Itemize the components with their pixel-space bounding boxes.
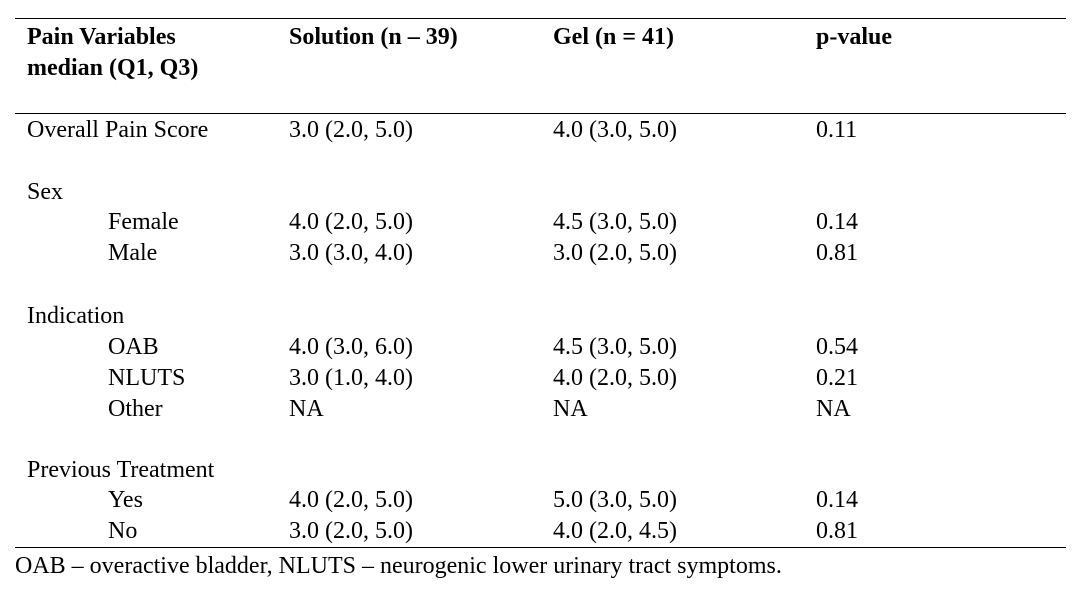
row-label-female: Female [108, 209, 179, 235]
group-label-indication: Indication [27, 303, 125, 329]
table-top-rule [15, 18, 1066, 19]
row-label-yes: Yes [108, 487, 143, 513]
cell-female-gel: 4.5 (3.0, 5.0) [553, 209, 677, 235]
cell-male-gel: 3.0 (2.0, 5.0) [553, 240, 677, 266]
cell-overall-solution: 3.0 (2.0, 5.0) [289, 117, 413, 143]
group-label-sex: Sex [27, 179, 63, 205]
cell-oab-p-value: 0.54 [816, 334, 858, 360]
cell-yes-p-value: 0.14 [816, 487, 858, 513]
cell-other-p-value: NA [816, 396, 851, 422]
cell-overall-p-value: 0.11 [816, 117, 858, 143]
cell-nluts-p-value: 0.21 [816, 365, 858, 391]
header-p-value: p-value [816, 24, 893, 50]
cell-no-solution: 3.0 (2.0, 5.0) [289, 518, 413, 544]
cell-oab-gel: 4.5 (3.0, 5.0) [553, 334, 677, 360]
cell-nluts-solution: 3.0 (1.0, 4.0) [289, 365, 413, 391]
group-label-previous-treatment: Previous Treatment [27, 457, 215, 483]
table-bottom-rule [15, 547, 1066, 548]
header-gel: Gel (n = 41) [553, 24, 674, 50]
table-footnote: OAB – overactive bladder, NLUTS – neurogenic lower urinary tract symptoms. [15, 553, 782, 579]
header-pain-variables: Pain Variables [27, 24, 176, 50]
cell-male-p-value: 0.81 [816, 240, 858, 266]
row-label-no: No [108, 518, 138, 544]
cell-nluts-gel: 4.0 (2.0, 5.0) [553, 365, 677, 391]
cell-yes-gel: 5.0 (3.0, 5.0) [553, 487, 677, 513]
row-label-oab: OAB [108, 334, 159, 360]
cell-no-gel: 4.0 (2.0, 4.5) [553, 518, 677, 544]
row-label-nluts: NLUTS [108, 365, 186, 391]
row-label-other: Other [108, 396, 163, 422]
cell-no-p-value: 0.81 [816, 518, 858, 544]
table-header-rule [15, 113, 1066, 114]
cell-yes-solution: 4.0 (2.0, 5.0) [289, 487, 413, 513]
header-median-q1-q3: median (Q1, Q3) [27, 55, 199, 81]
row-label-overall-pain-score: Overall Pain Score [27, 117, 209, 143]
cell-overall-gel: 4.0 (3.0, 5.0) [553, 117, 677, 143]
cell-other-gel: NA [553, 396, 588, 422]
cell-female-solution: 4.0 (2.0, 5.0) [289, 209, 413, 235]
cell-female-p-value: 0.14 [816, 209, 858, 235]
cell-other-solution: NA [289, 396, 324, 422]
row-label-male: Male [108, 240, 158, 266]
header-solution: Solution (n – 39) [289, 24, 458, 50]
cell-oab-solution: 4.0 (3.0, 6.0) [289, 334, 413, 360]
cell-male-solution: 3.0 (3.0, 4.0) [289, 240, 413, 266]
